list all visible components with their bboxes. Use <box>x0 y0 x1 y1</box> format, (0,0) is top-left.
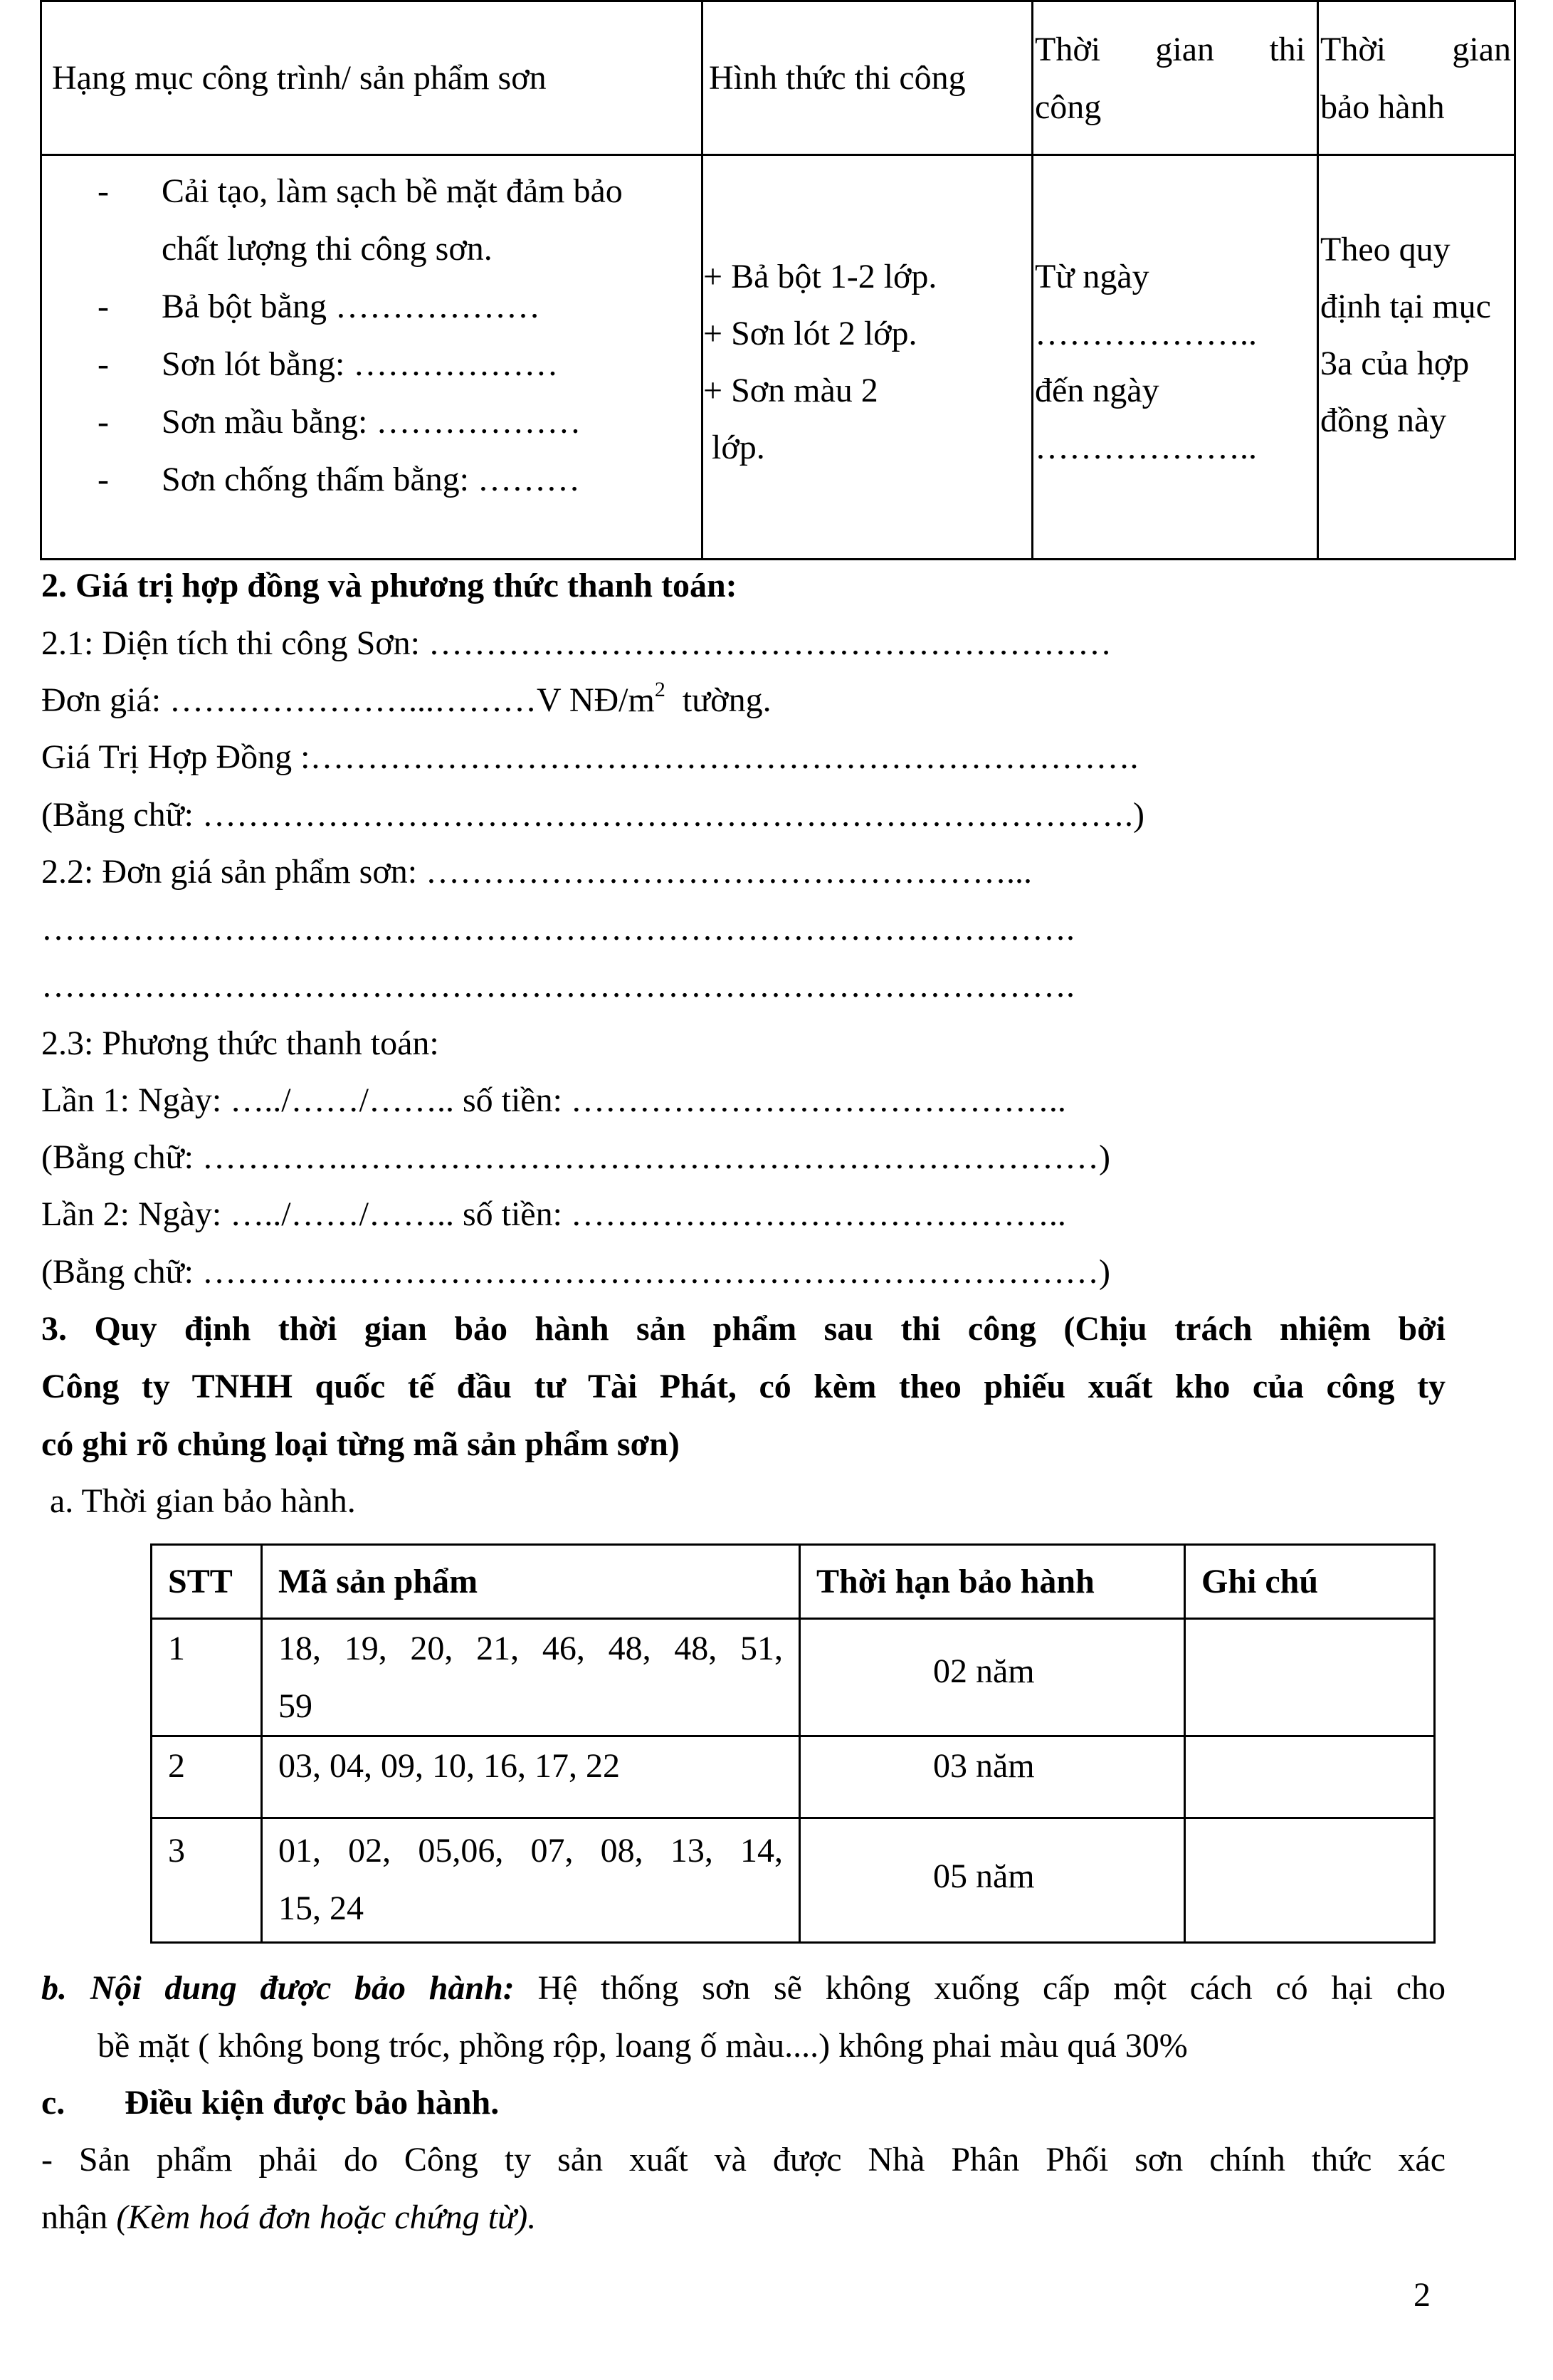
row-term <box>800 1736 1185 1818</box>
header-label: Hạng mục công trình/ sản phẩm sơn <box>52 59 547 97</box>
row-stt: 2 <box>152 1736 262 1818</box>
row-note <box>1185 1736 1435 1818</box>
row-note <box>1185 1619 1435 1736</box>
header-time: Thời gian thi công <box>1033 1 1318 155</box>
table-row <box>152 1736 1435 1818</box>
time-line: ……………….. <box>1035 429 1257 466</box>
time-cell <box>1033 155 1318 560</box>
subsection-c-number: c. <box>41 2084 65 2122</box>
warranty-text: Theo quy định tại mục 3a của hợp đồng này <box>1320 231 1491 439</box>
contract-value-line: Giá Trị Hợp Đồng :………………………………………………………………. <box>41 738 1139 776</box>
term-text: 05 năm <box>933 1857 1035 1895</box>
time-line: ……………….. <box>1035 315 1257 352</box>
codes-line: 15, 24 <box>278 1889 364 1927</box>
work-item: - Sơn chống thấm bằng: ……… <box>98 461 580 498</box>
heading-line: 3. Quy định thời gian bảo hành sản phẩm sau thi công (Chịu trách nhiệm bởi <box>41 1310 1446 1348</box>
work-items-table <box>40 0 1516 560</box>
paint-price-line: 2.2: Đơn giá sản phẩm sơn: ……………………………………………... <box>41 853 1033 891</box>
row-note <box>1185 1818 1435 1943</box>
subsection-b-label: b. Nội dung được bảo hành: <box>41 1969 515 2007</box>
subsection-b-text: bề mặt ( không bong tróc, phồng rộp, loang ố màu....) không phai màu quá 30% <box>98 2027 1188 2065</box>
header-warranty-term: Thời hạn bảo hành <box>800 1545 1185 1619</box>
codes-line: 01, 02, 05,06, 07, 08, 13, 14, <box>278 1832 783 1870</box>
header-warranty: Thời gian bảo hành <box>1318 1 1515 155</box>
payment-1-words: (Bằng chữ: ………….…………………………………………………………) <box>41 1138 1110 1176</box>
section-title: . Giá trị hợp đồng và phương thức thanh toán: <box>58 567 737 604</box>
in-words-line: (Bằng chữ: ……………………………………………………………………….) <box>41 796 1144 834</box>
table-row <box>152 1619 1435 1736</box>
condition-note: (Kèm hoá đơn hoặc chứng từ). <box>116 2198 537 2236</box>
unit-superscript: 2 <box>654 678 665 701</box>
header-method <box>702 1 1033 155</box>
heading-line: Công ty TNHH quốc tế đầu tư Tài Phát, có kèm theo phiếu xuất kho của công ty <box>41 1368 1446 1405</box>
work-item: - Cải tạo, làm sạch bề mặt đảm bảo chất lượng thi công sơn. <box>98 172 623 268</box>
term-text: 02 năm <box>933 1652 1035 1690</box>
subsection-c-heading <box>41 2074 499 2132</box>
method-line: + Bả bột 1-2 lớp. <box>703 258 937 295</box>
header-work-item <box>41 1 702 155</box>
header-label: Hình thức thi công <box>709 59 966 97</box>
warranty-cell <box>1318 155 1515 560</box>
header-stt: STT <box>152 1545 262 1619</box>
warranty-table <box>150 1543 1436 1944</box>
unit-suffix: tường. <box>665 681 772 719</box>
methods-cell <box>702 155 1033 560</box>
blank-dotted-line: ………………………………………………………………………………. <box>41 967 1075 1005</box>
term-text: 03 năm <box>933 1747 1035 1785</box>
blank-dotted-line: ………………………………………………………………………………. <box>41 910 1075 948</box>
row-term <box>800 1818 1185 1943</box>
codes-line: 03, 04, 09, 10, 16, 17, 22 <box>278 1747 620 1785</box>
work-items-cell <box>41 155 702 560</box>
row-stt: 3 <box>152 1818 262 1943</box>
subsection-b-text: Hệ thống sơn sẽ không xuống cấp một cách có hại cho <box>514 1969 1446 2007</box>
subsection-a: a. Thời gian bảo hành. <box>41 1482 356 1520</box>
method-line: lớp. <box>703 429 765 466</box>
payment-2-line: Lần 2: Ngày: …../……/…….. số tiền: …………………………………….. <box>41 1195 1066 1233</box>
header-note: Ghi chú <box>1185 1545 1435 1619</box>
subsection-b <box>41 1959 1446 2075</box>
work-item: - Sơn lót bằng: ……………… <box>98 345 559 383</box>
page-number: 2 <box>1414 2276 1431 2314</box>
condition-line: - Sản phẩm phải do Công ty sản xuất và được Nhà Phân Phối sơn chính thức xác <box>41 2141 1446 2179</box>
work-item: - Sơn mầu bằng: ……………… <box>98 403 581 441</box>
subsection-c-label: Điều kiện được bảo hành. <box>125 2084 500 2122</box>
row-term <box>800 1619 1185 1736</box>
method-line: + Sơn lót 2 lớp. <box>703 315 917 352</box>
time-line: đến ngày <box>1035 372 1159 409</box>
area-line: 2.1: Diện tích thi công Sơn: …………………………………………………… <box>41 624 1112 662</box>
payment-method-title: 2.3: Phương thức thanh toán: <box>41 1024 439 1062</box>
row-codes <box>262 1619 800 1736</box>
section2-heading <box>41 557 737 614</box>
payment-2-words: (Bằng chữ: ………….…………………………………………………………) <box>41 1253 1110 1291</box>
payment-1-line: Lần 1: Ngày: …../……/…….. số tiền: …………………………………….. <box>41 1081 1066 1119</box>
row-codes <box>262 1818 800 1943</box>
codes-line: 18, 19, 20, 21, 46, 48, 48, 51, <box>278 1630 783 1667</box>
unit-price-text: Đơn giá: …………………...………V NĐ/m <box>41 681 655 719</box>
subsection-c-text <box>41 2131 1446 2246</box>
heading-line: có ghi rõ chủng loại từng mã sản phẩm sơn) <box>41 1425 680 1463</box>
header-product-code: Mã sản phẩm <box>262 1545 800 1619</box>
time-line: Từ ngày <box>1035 258 1149 295</box>
codes-line: 59 <box>278 1687 312 1725</box>
section3-heading <box>41 1300 1446 1473</box>
row-codes <box>262 1736 800 1818</box>
work-item: - Bả bột bằng ……………… <box>98 288 540 325</box>
unit-price-line <box>41 671 772 729</box>
method-line: + Sơn màu 2 <box>703 372 878 409</box>
section-number: 2 <box>41 567 58 604</box>
row-stt: 1 <box>152 1619 262 1736</box>
table-row <box>152 1818 1435 1943</box>
condition-line: nhận <box>41 2198 117 2236</box>
